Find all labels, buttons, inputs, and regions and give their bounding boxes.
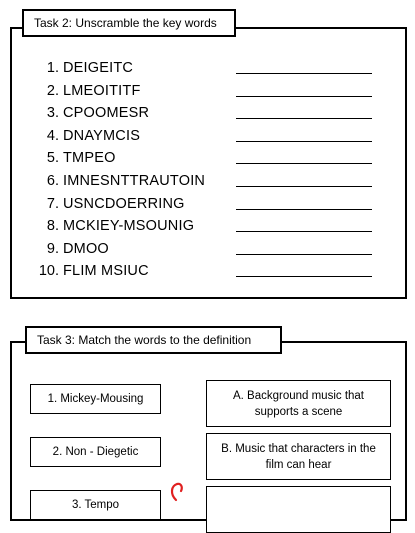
scrambled-word: MCKIEY-MSOUNIG [63, 218, 195, 235]
list-item [33, 102, 383, 125]
answer-line[interactable] [236, 118, 372, 119]
definition-box[interactable]: A. Background music that supports a scene [206, 380, 391, 427]
scrambled-word: DEIGEITC [63, 60, 134, 76]
scrambled-word: CPOOMESR [63, 105, 150, 122]
item-number: 9. [46, 240, 59, 257]
answer-line[interactable] [236, 163, 372, 164]
answer-line[interactable] [236, 276, 372, 277]
item-number: 4. [46, 127, 59, 144]
list-item [33, 80, 383, 103]
definition-box[interactable] [206, 486, 391, 533]
item-number: 1. [46, 60, 59, 76]
list-item [33, 260, 383, 283]
answer-line[interactable] [236, 209, 372, 210]
scrambled-word: DNAYMCIS [63, 127, 141, 144]
scrambled-word: LMEOITITF [63, 82, 141, 99]
item-number: 8. [46, 218, 59, 235]
term-box[interactable]: 3. Tempo [30, 490, 161, 520]
answer-line[interactable] [236, 254, 372, 255]
item-number: 10. [38, 263, 59, 280]
answer-line[interactable] [236, 73, 372, 74]
scrambled-word: IMNESNTTRAUTOIN [63, 172, 206, 189]
definition-box[interactable]: B. Music that characters in the film can hear [206, 433, 391, 480]
scrambled-word: FLIM MSIUC [63, 263, 149, 280]
term-box[interactable]: 2. Non - Diegetic [30, 437, 161, 467]
answer-line[interactable] [236, 231, 372, 232]
list-item [33, 57, 383, 80]
task2-word-list [33, 57, 383, 283]
item-number: 6. [46, 172, 59, 189]
answer-line[interactable] [236, 186, 372, 187]
red-annotation-mark [162, 480, 186, 504]
list-item [33, 170, 383, 193]
item-number: 2. [46, 82, 59, 99]
scrambled-word: USNCDOERRING [63, 195, 185, 212]
list-item [33, 147, 383, 170]
item-number: 3. [46, 105, 59, 122]
list-item [33, 125, 383, 148]
term-box[interactable]: 1. Mickey-Mousing [30, 384, 161, 414]
answer-line[interactable] [236, 141, 372, 142]
list-item [33, 238, 383, 261]
list-item [33, 215, 383, 238]
task2-header: Task 2: Unscramble the key words [22, 9, 236, 37]
scrambled-word: DMOO [63, 240, 109, 257]
answer-line[interactable] [236, 96, 372, 97]
list-item [33, 193, 383, 216]
item-number: 5. [46, 150, 59, 167]
task3-header: Task 3: Match the words to the definition [25, 326, 282, 354]
item-number: 7. [46, 195, 59, 212]
scrambled-word: TMPEO [63, 150, 116, 167]
